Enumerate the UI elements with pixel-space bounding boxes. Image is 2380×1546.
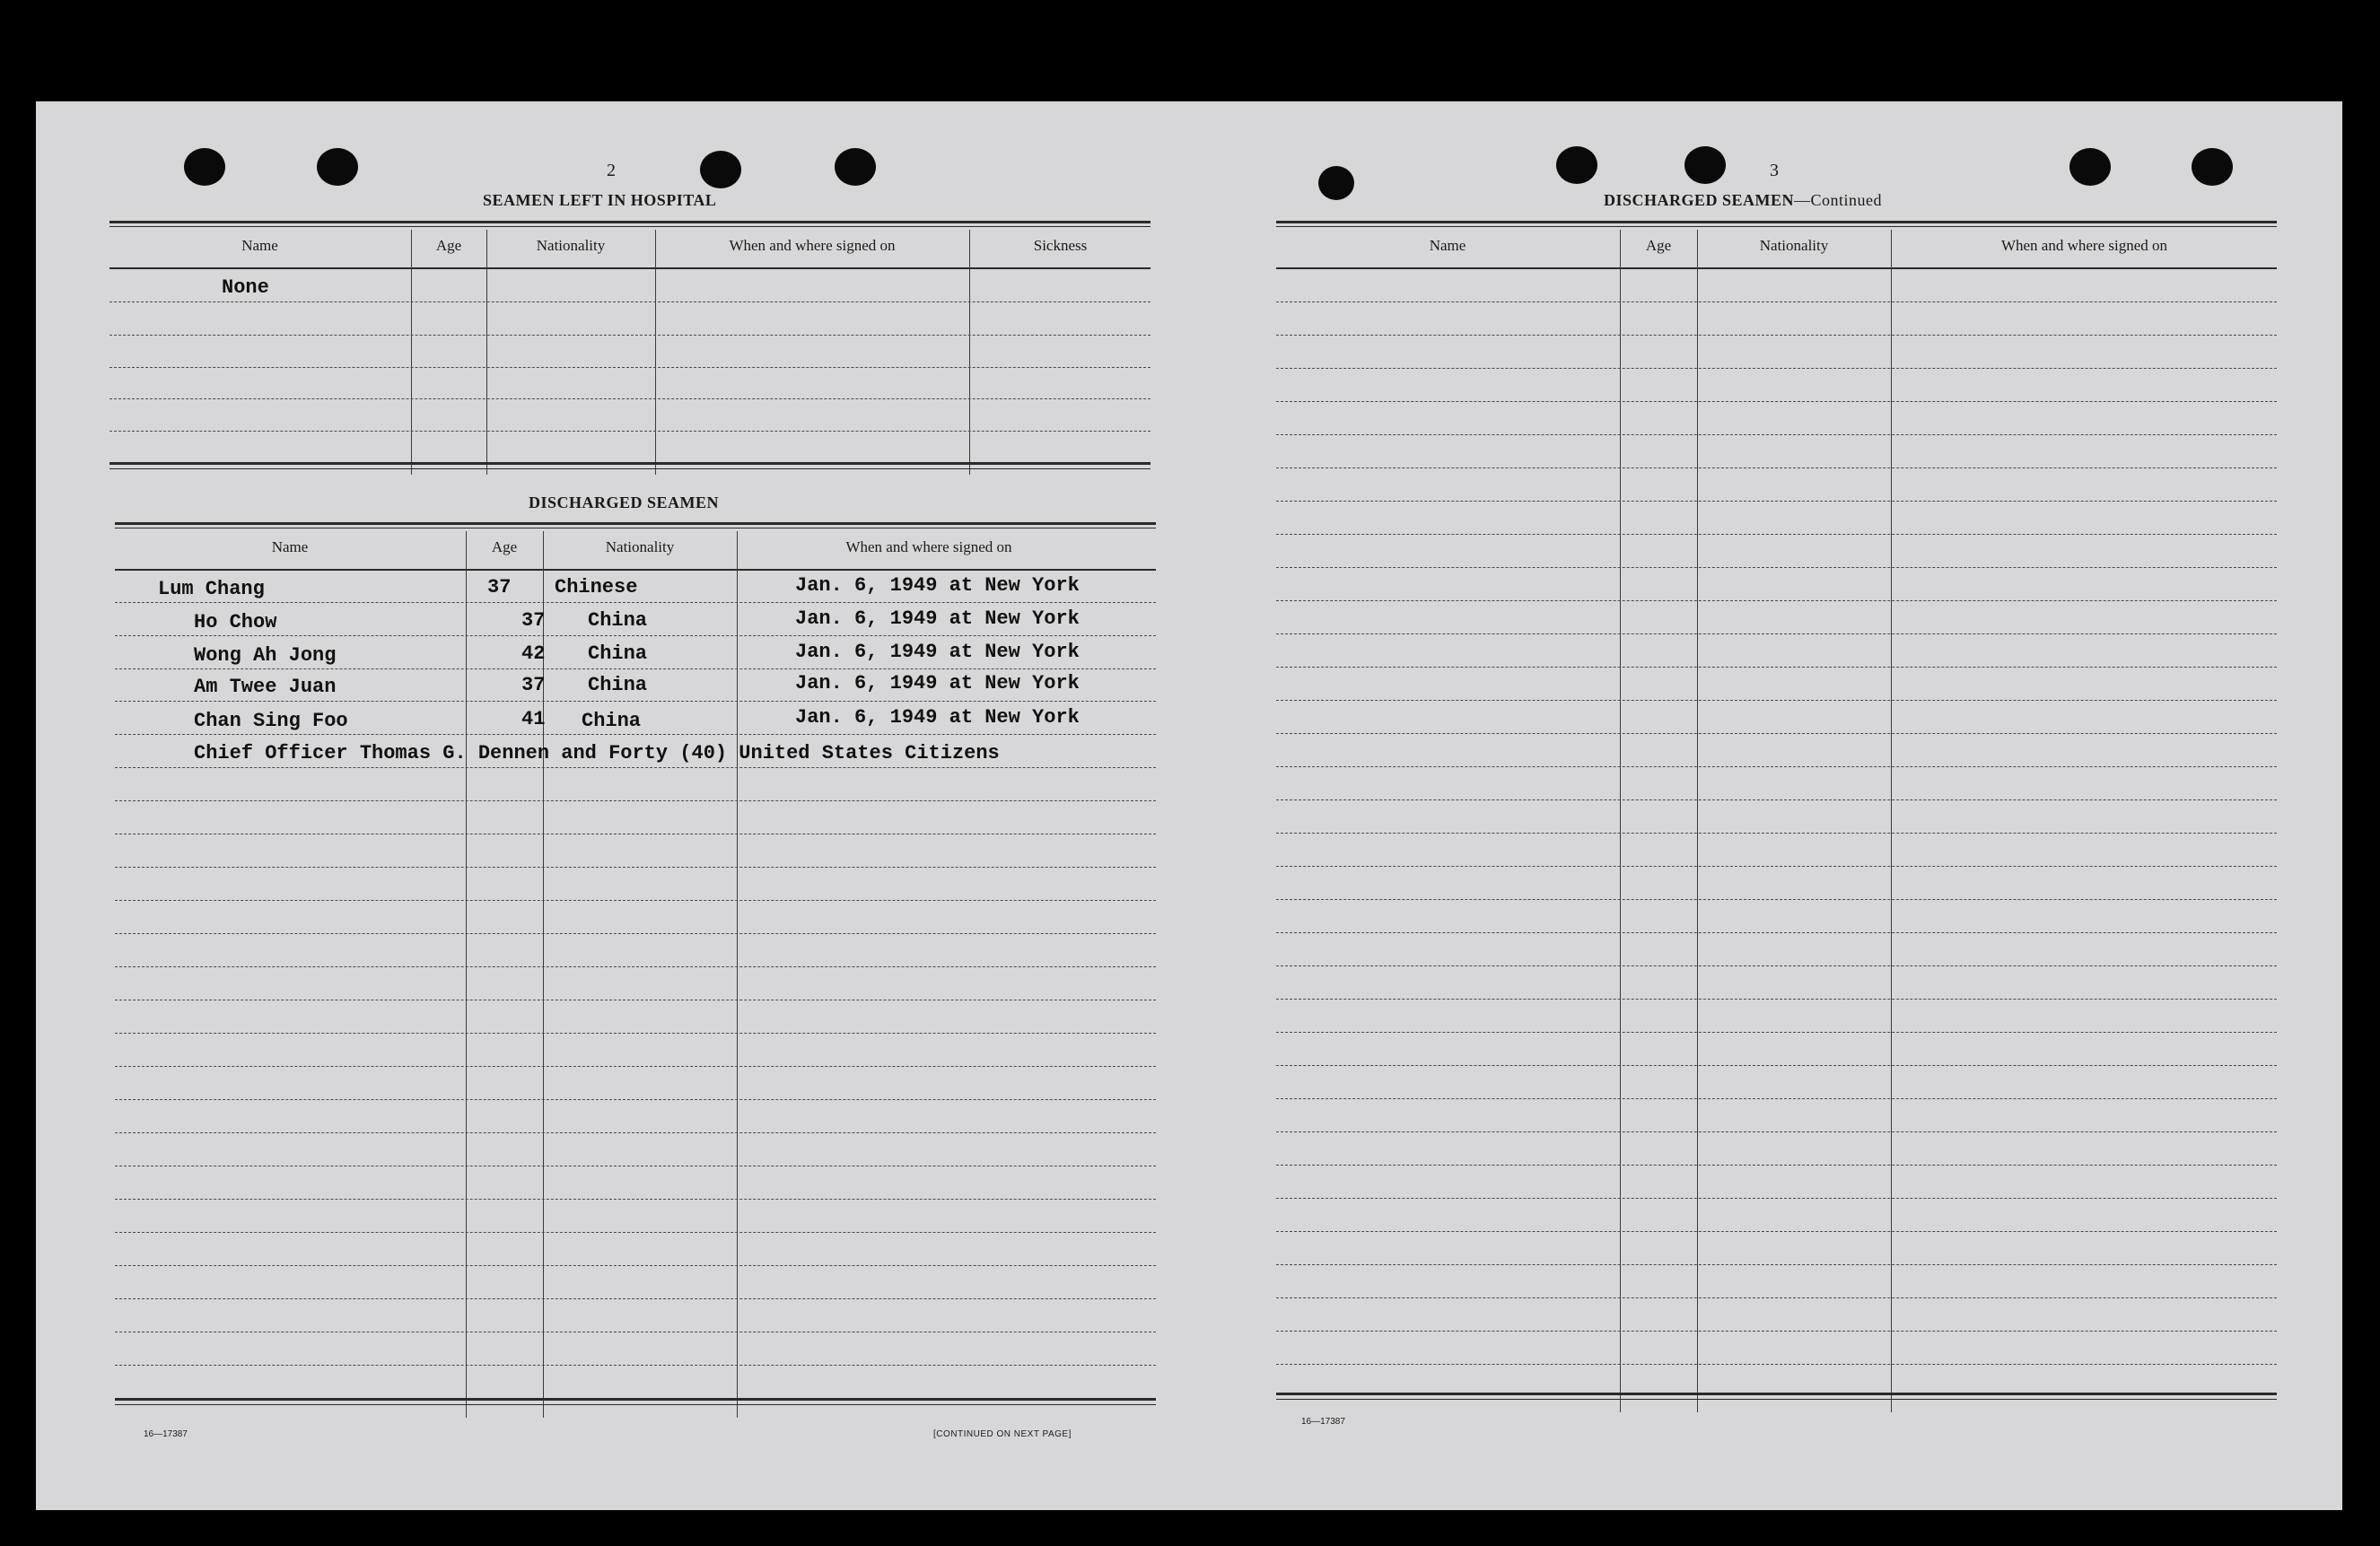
discharged-title: DISCHARGED SEAMEN — [529, 493, 720, 511]
header-nationality: Nationality — [605, 538, 675, 555]
row-nationality: China — [582, 710, 642, 732]
header-when-where: When and where signed on — [845, 538, 1012, 555]
discharged-continued-title: DISCHARGED SEAMEN—Continued — [1604, 191, 1883, 209]
header-nationality: Nationality — [1759, 237, 1829, 254]
header-age: Age — [491, 538, 518, 555]
form-number: 16—17387 — [144, 1429, 188, 1439]
row-nationality: China — [588, 642, 648, 665]
row-age: 42 — [521, 642, 546, 665]
row-name: Chan Sing Foo — [194, 710, 348, 732]
header-nationality: Nationality — [536, 237, 606, 254]
discharged-continued-table — [1276, 221, 2277, 1513]
row-signed-on: Jan. 6, 1949 at New York — [795, 672, 1080, 694]
header-name: Name — [271, 538, 309, 555]
header-sickness: Sickness — [1033, 237, 1088, 254]
punch-hole-icon — [2069, 148, 2111, 186]
continued-note: [CONTINUED ON NEXT PAGE] — [933, 1429, 1072, 1439]
row-age: 37 — [521, 674, 546, 696]
header-when-where: When and where signed on — [729, 237, 896, 254]
row-nationality: China — [588, 609, 648, 632]
header-age: Age — [1645, 237, 1672, 254]
punch-hole-icon — [1684, 146, 1726, 184]
header-when-where: When and where signed on — [2000, 237, 2168, 254]
row-name: Lum Chang — [158, 578, 265, 600]
header-name: Name — [1429, 237, 1466, 254]
punch-hole-icon — [184, 148, 225, 186]
discharged-header-row — [115, 531, 1156, 571]
punch-hole-icon — [2192, 148, 2233, 186]
row-signed-on: Jan. 6, 1949 at New York — [795, 706, 1080, 729]
row-age: 37 — [487, 576, 512, 598]
row-signed-on: Jan. 6, 1949 at New York — [795, 574, 1080, 597]
punch-hole-icon — [700, 151, 741, 188]
punch-hole-icon — [1556, 146, 1597, 184]
header-age: Age — [435, 237, 462, 254]
header-name: Name — [241, 237, 278, 254]
row-nationality: Chinese — [555, 576, 638, 598]
row-nationality: China — [588, 674, 648, 696]
form-number: 16—17387 — [1301, 1417, 1345, 1427]
hospital-title: SEAMEN LEFT IN HOSPITAL — [483, 191, 717, 209]
punch-hole-icon — [317, 148, 358, 186]
right-page — [1203, 101, 2342, 1510]
row-signed-on: Jan. 6, 1949 at New York — [795, 641, 1080, 663]
left-page — [36, 101, 1203, 1510]
row-name: Wong Ah Jong — [194, 644, 337, 667]
discharged-continued-header-row — [1276, 230, 2277, 269]
punch-hole-icon — [1318, 166, 1354, 200]
punch-hole-icon — [835, 148, 876, 186]
page-number: 3 — [1770, 161, 1779, 180]
hospital-entry: None — [222, 276, 269, 299]
document-sheet — [36, 101, 2342, 1510]
row-signed-on: Jan. 6, 1949 at New York — [795, 607, 1080, 630]
discharged-table — [115, 522, 1156, 1509]
row-age: 37 — [521, 609, 546, 632]
hospital-header-row — [109, 230, 1151, 269]
row-name: Ho Chow — [194, 611, 277, 633]
page-number: 2 — [607, 161, 616, 180]
row-age: 41 — [521, 708, 546, 730]
row-name: Am Twee Juan — [194, 676, 337, 698]
discharged-note: Chief Officer Thomas G. Dennen and Forty (40) United States Citizens — [194, 742, 1000, 764]
